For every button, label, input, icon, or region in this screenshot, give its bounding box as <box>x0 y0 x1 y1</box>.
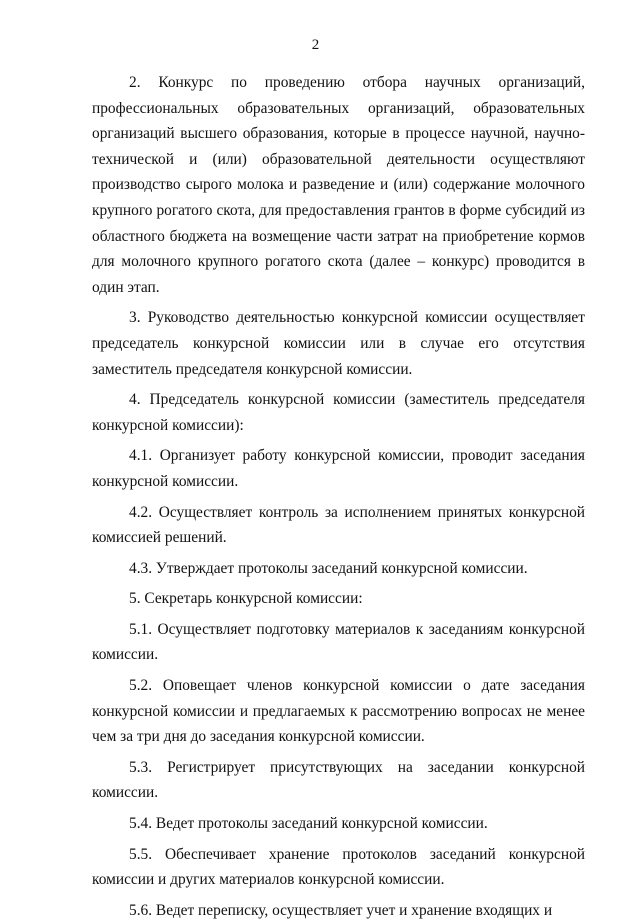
paragraph-5-5: 5.5. Обеспечивает хранение протоколов заседаний конкурсной комиссии и других материалов конкурсной комиссии. <box>92 845 585 889</box>
paragraph-2: 2. Конкурс по проведению отбора научных организаций, профессиональных образовательных организаций, образовательных организаций высшего образования, которые в процессе научной, научно-технической и (или) образовательной деятельности осуществляют производство сырого молока и разведение и (или) содержание молочного крупного рогатого скота, для предоставления грантов в форме субсидий из областного бюджета на возмещение части затрат на приобретение кормов для молочного крупного рогатого скота (далее – конкурс) проводится в один этап. <box>92 74 585 296</box>
paragraph-5-1: 5.1. Осуществляет подготовку материалов к заседаниям конкурсной комиссии. <box>92 620 585 664</box>
paragraph-4: 4. Председатель конкурсной комиссии (заместитель председателя конкурсной комиссии): <box>92 391 585 434</box>
paragraph-5-4: 5.4. Ведет протоколы заседаний конкурсной комиссии. <box>129 815 488 833</box>
page-number: 2 <box>311 37 320 53</box>
paragraph-4-2: 4.2. Осуществляет контроль за исполнением принятых конкурсной комиссией решений. <box>92 503 585 547</box>
paragraph-5-3: 5.3. Регистрирует присутствующих на заседании конкурсной комиссии. <box>92 758 585 802</box>
paragraph-4-1: 4.1. Организует работу конкурсной комиссии, проводит заседания конкурсной комиссии. <box>92 447 585 490</box>
document-body <box>92 70 585 923</box>
paragraph-3: 3. Руководство деятельностью конкурсной комиссии осуществляет председатель конкурсной комиссии или в случае его отсутствия заместитель председателя конкурсной комиссии. <box>92 309 585 378</box>
paragraph-5: 5. Секретарь конкурсной комиссии: <box>129 590 363 608</box>
paragraph-4-3: 4.3. Утверждает протоколы заседаний конкурсной комиссии. <box>129 559 528 577</box>
paragraph-5-2: 5.2. Оповещает членов конкурсной комиссии о дате заседания конкурсной комиссии и предлагаемых к рассмотрению вопросах не менее чем за три дня до заседания конкурсной комиссии. <box>92 677 585 746</box>
paragraph-5-6: 5.6. Ведет переписку, осуществляет учет и хранение входящих и <box>129 901 553 919</box>
